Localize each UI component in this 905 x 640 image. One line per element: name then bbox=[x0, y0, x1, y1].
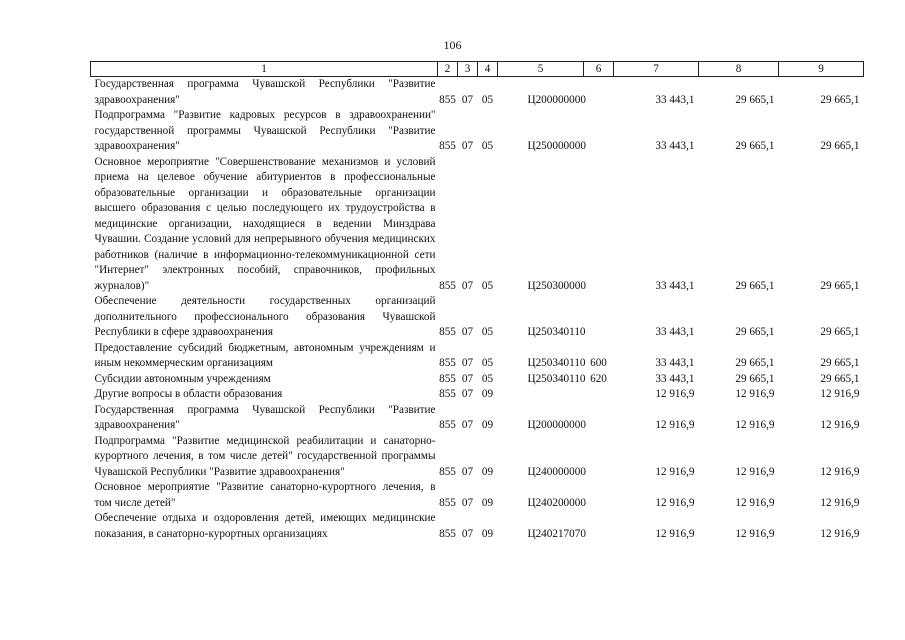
row-subsection-cell: 05 bbox=[481, 357, 494, 369]
row-type-cell bbox=[584, 294, 614, 341]
column-header: 4 bbox=[478, 62, 498, 77]
row-section-cell: 07 bbox=[461, 93, 474, 106]
row-target-cell: Ц240200000 bbox=[527, 496, 586, 509]
row-value-cell: 12 916,9 bbox=[655, 496, 695, 509]
row-code-cell: 855 bbox=[439, 388, 456, 400]
row-value-cell: 12 916,9 bbox=[735, 419, 775, 431]
row-value-cell: 12 916,9 bbox=[655, 388, 695, 400]
column-header: 1 bbox=[91, 62, 438, 77]
row-value-cell: 12 916,9 bbox=[655, 419, 695, 431]
row-section-cell: 07 bbox=[461, 496, 474, 509]
row-value-cell: 12 916,9 bbox=[735, 465, 775, 478]
row-type-cell: 600 bbox=[590, 357, 607, 369]
row-type-cell bbox=[584, 387, 614, 403]
row-type-cell bbox=[584, 108, 614, 155]
row-value-cell: 12 916,9 bbox=[820, 465, 860, 478]
table-row bbox=[91, 480, 864, 511]
row-name-cell: Субсидии автономным учреждениям bbox=[94, 372, 271, 385]
row-section-cell: 07 bbox=[461, 388, 474, 400]
row-name-cell: Государственная программа Чувашской Республики "Развитие здравоохранения" bbox=[94, 78, 436, 106]
row-value-cell: 33 443,1 bbox=[655, 357, 695, 369]
row-section-cell: 07 bbox=[461, 419, 474, 431]
row-code-cell: 855 bbox=[439, 419, 456, 431]
row-type-cell bbox=[584, 434, 614, 481]
row-code-cell: 855 bbox=[439, 372, 456, 385]
column-header: 5 bbox=[498, 62, 584, 77]
row-code-cell: 855 bbox=[439, 326, 456, 338]
row-value-cell: 12 916,9 bbox=[820, 388, 860, 400]
row-target-cell bbox=[498, 387, 584, 403]
column-header: 9 bbox=[779, 62, 864, 77]
row-value-cell: 29 665,1 bbox=[820, 140, 860, 152]
row-target-cell: Ц200000000 bbox=[527, 419, 586, 431]
row-value-cell: 12 916,9 bbox=[735, 496, 775, 509]
row-section-cell: 07 bbox=[461, 326, 474, 338]
row-subsection-cell: 09 bbox=[481, 419, 494, 431]
row-subsection-cell: 09 bbox=[481, 496, 494, 509]
page-number: 106 bbox=[443, 38, 462, 52]
row-value-cell: 12 916,9 bbox=[820, 419, 860, 431]
row-value-cell: 29 665,1 bbox=[820, 357, 860, 369]
row-section-cell: 07 bbox=[461, 372, 474, 385]
row-subsection-cell: 09 bbox=[481, 527, 494, 540]
row-subsection-cell: 05 bbox=[481, 372, 494, 385]
column-header: 2 bbox=[438, 62, 458, 77]
row-code-cell: 855 bbox=[439, 496, 456, 509]
row-value-cell: 33 443,1 bbox=[655, 279, 695, 292]
row-type-cell bbox=[584, 155, 614, 295]
row-name-cell: Подпрограмма "Развитие кадровых ресурсов в здравоохранении" государственной программы Чувашской Республики "Развитие здравоохранения" bbox=[94, 109, 436, 152]
table-row bbox=[91, 294, 864, 341]
row-target-cell: Ц250340110 bbox=[527, 357, 586, 369]
table-row bbox=[91, 341, 864, 372]
row-value-cell: 12 916,9 bbox=[735, 388, 775, 400]
row-target-cell: Ц250000000 bbox=[527, 140, 586, 152]
row-value-cell: 29 665,1 bbox=[735, 279, 775, 292]
row-target-cell: Ц250340110 bbox=[527, 326, 586, 338]
row-type-cell bbox=[584, 511, 614, 542]
row-value-cell: 33 443,1 bbox=[655, 140, 695, 152]
row-value-cell: 29 665,1 bbox=[820, 279, 860, 292]
row-value-cell: 29 665,1 bbox=[735, 326, 775, 338]
budget-table bbox=[90, 61, 864, 542]
row-type-cell: 620 bbox=[590, 372, 607, 385]
row-value-cell: 33 443,1 bbox=[655, 93, 695, 106]
row-target-cell: Ц250300000 bbox=[527, 279, 586, 292]
row-value-cell: 29 665,1 bbox=[820, 326, 860, 338]
table-row bbox=[91, 387, 864, 403]
row-name-cell: Другие вопросы в области образования bbox=[94, 388, 283, 400]
row-section-cell: 07 bbox=[461, 527, 474, 540]
table-row bbox=[91, 108, 864, 155]
row-section-cell: 07 bbox=[461, 357, 474, 369]
row-name-cell: Основное мероприятие "Совершенствование механизмов и условий приема на целевое обучение абитуриентов в профессиональные образовательные организации и образовательные организации высшего образования с целью последующего их трудоустройства в медицинские организации, находящиеся в ведении Минздрава Чувашии. Создание условий для непрерывного обучения медицинских работников (наличие в информационно-телекоммуникационной сети "Интернет" электронных пособий, справочников, профильных журналов)" bbox=[94, 155, 436, 292]
row-code-cell: 855 bbox=[439, 140, 456, 152]
row-value-cell: 12 916,9 bbox=[820, 496, 860, 509]
row-code-cell: 855 bbox=[439, 357, 456, 369]
row-value-cell: 29 665,1 bbox=[735, 140, 775, 152]
row-section-cell: 07 bbox=[461, 465, 474, 478]
row-name-cell: Обеспечение отдыха и оздоровления детей, имеющих медицинские показания, в санаторно-курортных организациях bbox=[94, 512, 436, 540]
row-code-cell: 855 bbox=[439, 93, 456, 106]
column-header: 6 bbox=[584, 62, 614, 77]
table-row bbox=[91, 77, 864, 109]
row-value-cell: 33 443,1 bbox=[655, 326, 695, 338]
row-code-cell: 855 bbox=[439, 465, 456, 478]
column-header-row bbox=[91, 62, 864, 77]
row-section-cell: 07 bbox=[461, 140, 474, 152]
row-value-cell: 29 665,1 bbox=[735, 372, 775, 385]
row-section-cell: 07 bbox=[461, 279, 474, 292]
column-header: 8 bbox=[699, 62, 779, 77]
table-row bbox=[91, 155, 864, 295]
row-value-cell: 12 916,9 bbox=[735, 527, 775, 540]
row-subsection-cell: 09 bbox=[481, 388, 494, 400]
column-header: 3 bbox=[458, 62, 478, 77]
row-value-cell: 29 665,1 bbox=[735, 357, 775, 369]
row-name-cell: Подпрограмма "Развитие медицинской реабилитации и санаторно-курортного лечения, в том числе детей" государственной программы Чувашской Республики "Развитие здравоохранения" bbox=[94, 434, 436, 478]
row-value-cell: 29 665,1 bbox=[735, 93, 775, 106]
column-header: 7 bbox=[614, 62, 699, 77]
row-type-cell bbox=[584, 403, 614, 434]
row-subsection-cell: 05 bbox=[481, 140, 494, 152]
row-subsection-cell: 05 bbox=[481, 93, 494, 106]
row-value-cell: 12 916,9 bbox=[655, 465, 695, 478]
table-body bbox=[91, 77, 864, 543]
row-name-cell: Основное мероприятие "Развитие санаторно-курортного лечения, в том числе детей" bbox=[94, 481, 436, 509]
row-target-cell: Ц240000000 bbox=[527, 465, 586, 478]
row-value-cell: 33 443,1 bbox=[655, 372, 695, 385]
row-target-cell: Ц240217070 bbox=[527, 527, 586, 540]
row-type-cell bbox=[584, 77, 614, 109]
table-row bbox=[91, 372, 864, 388]
row-value-cell: 29 665,1 bbox=[820, 93, 860, 106]
row-type-cell bbox=[584, 480, 614, 511]
table-row bbox=[91, 434, 864, 481]
row-subsection-cell: 05 bbox=[481, 279, 494, 292]
row-name-cell: Предоставление субсидий бюджетным, автономным учреждениям и иным некоммерческим организациям bbox=[94, 341, 436, 369]
row-target-cell: Ц200000000 bbox=[527, 93, 586, 106]
table-row bbox=[91, 511, 864, 542]
row-code-cell: 855 bbox=[439, 279, 456, 292]
table-row bbox=[91, 403, 864, 434]
row-name-cell: Обеспечение деятельности государственных организаций дополнительного профессионального образования Чувашской Республики в сфере здравоохранения bbox=[94, 295, 436, 338]
row-value-cell: 12 916,9 bbox=[655, 527, 695, 540]
row-value-cell: 12 916,9 bbox=[820, 527, 860, 540]
row-name-cell: Государственная программа Чувашской Республики "Развитие здравоохранения" bbox=[94, 403, 436, 431]
row-code-cell: 855 bbox=[439, 527, 456, 540]
row-subsection-cell: 05 bbox=[481, 326, 494, 338]
row-target-cell: Ц250340110 bbox=[527, 372, 586, 385]
row-subsection-cell: 09 bbox=[481, 465, 494, 478]
row-value-cell: 29 665,1 bbox=[820, 372, 860, 385]
